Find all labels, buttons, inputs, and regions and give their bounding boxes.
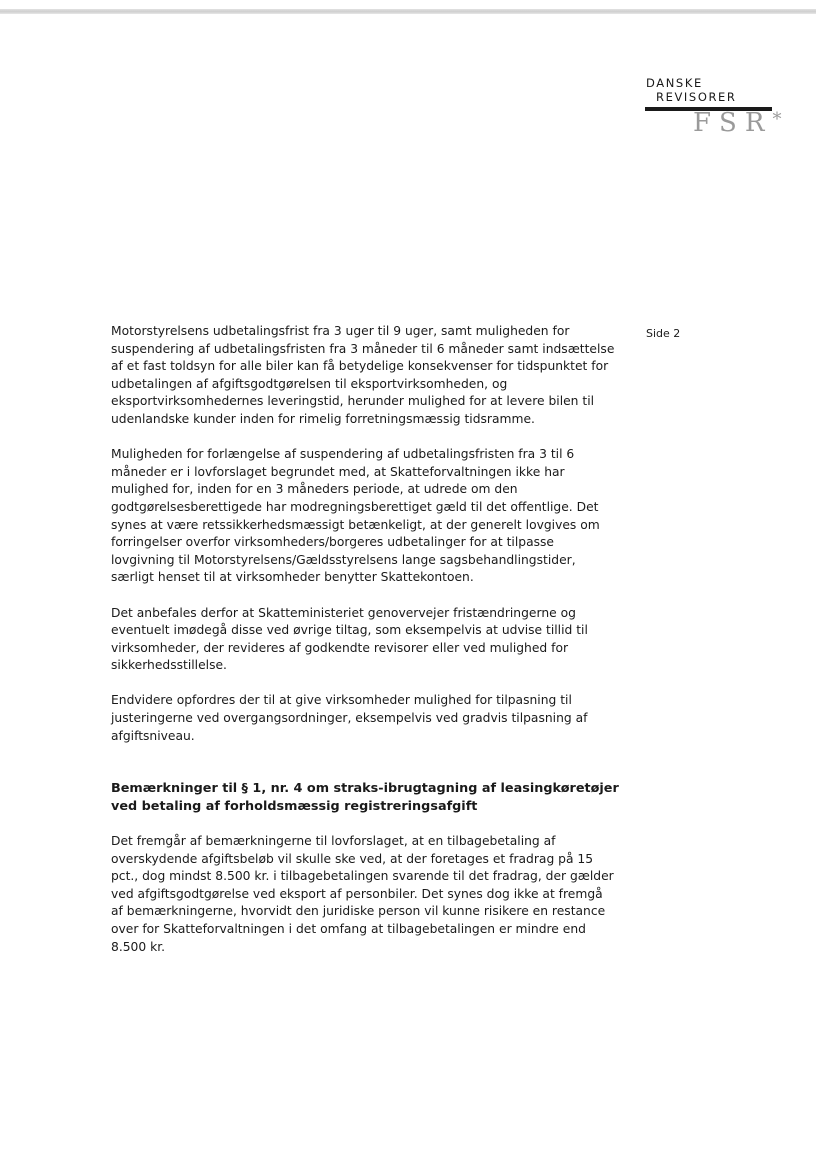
text-line: ved afgiftsgodtgørelse ved eksport af personbiler. Det synes dog ikke at fremgå — [111, 886, 603, 901]
text-line: sikkerhedsstillelse. — [111, 658, 227, 673]
text-line: virksomheder, der revideres af godkendte revisorer eller ved mulighed for — [111, 640, 569, 655]
text-line: af bemærkningerne, hvorvidt den juridiske person vil kunne risikere en restance — [111, 904, 606, 919]
text-line: af et fast toldsyn for alle biler kan få betydelige konsekvenser for tidspunktet for — [111, 359, 609, 374]
text-line: afgiftsniveau. — [111, 728, 195, 743]
paragraph-tilbagebetaling — [111, 833, 631, 956]
text-line: mulighed for, inden for en 3 måneders periode, at udrede om den — [111, 482, 518, 497]
logo-mark — [645, 108, 782, 138]
logo-star: * — [772, 109, 782, 130]
text-line: måneder er i lovforslaget begrundet med, at Skatteforvaltningen ikke har — [111, 464, 565, 479]
text-line: godtgørelsesberettigede har modregningsberettiget gæld til det offentlige. Det — [111, 499, 599, 514]
text-line: eksportvirksomhedernes leveringstid, herunder mulighed for at levere bilen til — [111, 394, 595, 409]
text-line: Det anbefales derfor at Skatteministeriet genovervejer fristændringerne og — [111, 605, 576, 620]
section-heading — [111, 780, 631, 815]
text-line: suspendering af udbetalingsfristen fra 3 måneder til 6 måneder samt indsættelse — [111, 341, 615, 356]
scan-edge — [0, 9, 816, 14]
text-line: 8.500 kr. — [111, 939, 166, 954]
page-number: Side 2 — [646, 327, 681, 340]
paragraph-suspendering — [111, 446, 631, 587]
text-line: udenlandske kunder inden for rimelig forretningsmæssig tidsramme. — [111, 411, 535, 426]
fsr-logo — [645, 76, 782, 138]
paragraph-anbefaling — [111, 605, 631, 675]
logo-mark-text: FSR — [693, 108, 773, 138]
text-line: justeringerne ved overgangsordninger, eksempelvis ved gradvis tilpasning af — [111, 711, 588, 726]
logo-line-revisorer: REVISORER — [656, 90, 737, 104]
text-line: over for Skatteforvaltningen i det omfang at tilbagebetalingen er mindre end — [111, 922, 586, 936]
text-line: overskydende afgiftsbeløb vil skulle ske ved, at der foretages et fradrag på 15 — [111, 851, 594, 866]
heading-line: ved betaling af forholdsmæssig registreringsafgift — [111, 798, 478, 814]
text-line: Muligheden for forlængelse af suspendering af udbetalingsfristen fra 3 til 6 — [111, 447, 575, 462]
heading-line: Bemærkninger til § 1, nr. 4 om straks-ibrugtagning af leasingkøretøjer — [111, 781, 619, 797]
text-line: Det fremgår af bemærkningerne til lovforslaget, at en tilbagebetaling af — [111, 834, 556, 849]
paragraph-udbetalingsfrist — [111, 323, 631, 429]
text-line: pct., dog mindst 8.500 kr. i tilbagebetalingen svarende til det fradrag, der gælder — [111, 869, 614, 884]
text-line: synes at være retssikkerhedsmæssigt betænkeligt, at der generelt lovgives om — [111, 517, 600, 532]
text-line: udbetalingen af afgiftsgodtgørelsen til eksportvirksomheden, og — [111, 376, 508, 391]
text-line: særligt henset til at virksomheder benytter Skattekontoen. — [111, 570, 474, 585]
document-body — [111, 323, 631, 974]
text-line: lovgivning til Motorstyrelsens/Gældsstyrelsens lange sagsbehandlingstider, — [111, 552, 576, 567]
text-line: Motorstyrelsens udbetalingsfrist fra 3 uger til 9 uger, samt muligheden for — [111, 324, 570, 338]
paragraph-overgangsordninger — [111, 692, 631, 745]
text-line: eventuelt imødegå disse ved øvrige tiltag, som eksempelvis at udvise tillid til — [111, 623, 588, 638]
text-line: Endvidere opfordres der til at give virksomheder mulighed for tilpasning til — [111, 693, 572, 708]
logo-line-danske: DANSKE — [646, 76, 703, 90]
text-line: forringelser overfor virksomheders/borgeres udbetalinger for at tilpasse — [111, 535, 554, 550]
